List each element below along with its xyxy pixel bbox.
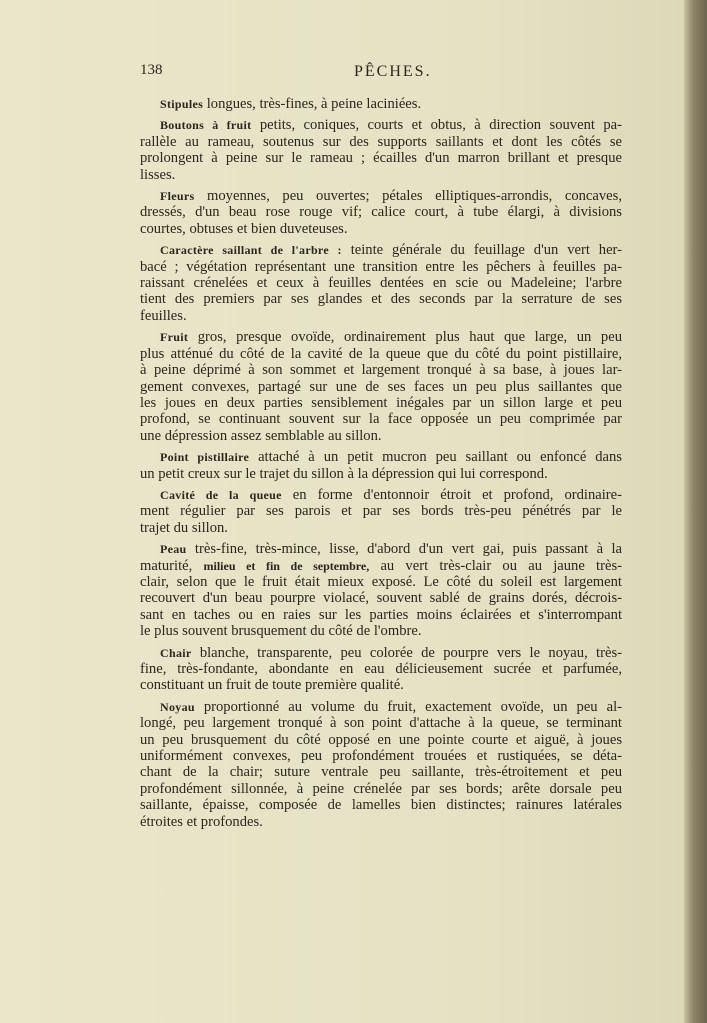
text-line [140, 623, 622, 639]
line-text: prolongent à peine sur le rameau ; écailles d'un marron brillant et presque [140, 150, 622, 167]
line-text: dressés, d'un beau rose rouge vif; calice court, à tube élargi, à divisions [140, 204, 622, 221]
paragraph-lead: Point pistillaire [160, 450, 250, 465]
text-line [140, 96, 622, 112]
text-line [140, 764, 622, 780]
paragraph-lead: Cavité de la queue [160, 487, 282, 502]
text-line [140, 466, 622, 482]
text-line [140, 395, 622, 411]
paragraph-lead: Stipules [160, 97, 204, 111]
paragraph [140, 329, 622, 444]
text-line [140, 346, 622, 362]
text-line [140, 541, 622, 557]
text-line [140, 715, 622, 731]
page-number: 138 [140, 62, 163, 78]
emphasis-text: milieu et fin de septembre, [203, 558, 370, 573]
line-text: les joues en deux parties sensiblement inégales par un sillon large et peu [140, 394, 622, 411]
text-line [140, 814, 622, 830]
line-text: longé, peu largement tronqué à son point d'attache à la queue, se terminant [140, 715, 622, 732]
text-line [140, 503, 622, 519]
line-text: sant en taches ou en raies sur les parties moins éclairées et s'interrompant [140, 606, 622, 623]
line-text: trajet du sillon. [140, 519, 228, 536]
text-line [140, 242, 622, 258]
line-text: un peu brusquement du côté opposé en une pointe courte et aiguë, à joues [140, 731, 622, 748]
line-text: ment régulier par ses parois et par ses bords très-peu pénétrés par le [140, 503, 622, 520]
line-text: fine, très-fondante, abondante en eau délicieusement sucrée et parfumée, [140, 661, 622, 677]
paragraph [140, 541, 622, 639]
text-line [140, 487, 622, 503]
text-line [140, 699, 622, 715]
text-line [140, 411, 622, 427]
line-text: attaché à un petit mucron peu saillant ou enfoncé dans [258, 449, 622, 466]
paragraph [140, 645, 622, 694]
text-line [140, 797, 622, 813]
text-line [140, 275, 622, 291]
line-text: rallèle au rameau, soutenus sur des supports saillants et dont les côtés se [140, 133, 622, 150]
text-line [140, 362, 622, 378]
line-text: gement convexes, partagé sur une de ses faces un peu plus saillantes que [140, 378, 622, 395]
line-text: longues, très-fines, à peine laciniées. [206, 96, 422, 112]
line-text: petits, coniques, courts et obtus, à direction souvent pa- [259, 117, 622, 134]
line-text: saillante, épaisse, composée de lamelles bien distinctes; rainures latérales [140, 797, 622, 814]
text-line [140, 204, 622, 220]
line-text: un petit creux sur le trajet du sillon à la dépression qui lui correspond. [140, 465, 548, 482]
paragraph-lead: Chair [160, 645, 192, 660]
paragraph [140, 699, 622, 830]
line-text: à peine déprimé à son sommet et largement tronqué à sa base, à joues lar- [140, 362, 622, 379]
text-line [140, 134, 622, 150]
paragraph [140, 242, 622, 324]
text-line [140, 329, 622, 345]
text-line [140, 748, 622, 764]
text-line [140, 645, 622, 661]
line-text: teinte générale du feuillage d'un vert her- [350, 242, 622, 259]
line-text: proportionné au volume du fruit, exactement ovoïde, un peu al- [203, 698, 622, 715]
line-text: chant de la chair; suture ventrale peu saillante, très-étroitement et peu [140, 764, 622, 781]
page-binding-edge [684, 0, 707, 1023]
line-text: clair, selon que le fruit était mieux exposé. Le côté du soleil est largement [140, 573, 622, 590]
line-text: le plus souvent brusquement du côté de l'ombre. [140, 623, 422, 640]
line-text: plus atténué du côté de la cavité de la queue que du côté du point pistillaire, [140, 345, 622, 362]
text-line [140, 308, 622, 324]
line-text: courtes, obtuses et bien duveteuses. [140, 220, 348, 237]
line-text: blanche, transparente, peu colorée de pourpre vers le noyau, très- [199, 644, 622, 661]
line-text: très-fine, très-mince, lisse, d'abord d'un vert gai, puis passant à la [194, 541, 622, 558]
paragraph-lead: Noyau [160, 699, 195, 714]
line-text: étroites et profondes. [140, 813, 263, 830]
text-line [140, 781, 622, 797]
text-line [140, 117, 622, 133]
line-text: uniformément convexes, peu profondément trouées et rustiquées, se déta- [140, 748, 622, 765]
text-line [140, 558, 622, 574]
running-title: PÊCHES. [354, 63, 432, 80]
text-line [140, 590, 622, 606]
line-text: moyennes, peu ouvertes; pétales elliptiques-arrondis, concaves, [207, 188, 622, 205]
line-text: recouvert d'un beau pourpre violacé, souvent sablé de grains dorés, décrois- [140, 590, 622, 607]
line-text: profondément sillonnée, à peine crénelée par ses bords; arête dorsale peu [140, 780, 622, 797]
line-text: gros, presque ovoïde, ordinairement plus haut que large, un peu [197, 329, 622, 346]
line-text: bacé ; végétation représentant une transition entre les pêchers à feuilles pa- [140, 258, 622, 275]
paragraph-lead: Caractère saillant de l'arbre : [160, 243, 342, 258]
paragraph [140, 487, 622, 536]
paragraph [140, 188, 622, 237]
line-text: profond, se continuant souvent sur la face opposée un peu comprimée par [140, 411, 622, 428]
text-line [140, 221, 622, 237]
line-text: lisses. [140, 166, 176, 183]
line-text: tient des premiers par ses glandes et des seconds par la serrature de ses [140, 291, 622, 308]
text-line [140, 732, 622, 748]
text-line [140, 607, 622, 623]
text-line [140, 661, 622, 677]
line-text: au vert très-clair ou au jaune très- [369, 557, 622, 574]
line-text: constituant un fruit de toute première qualité. [140, 677, 404, 694]
line-text: feuilles. [140, 307, 187, 324]
paragraph-lead: Peau [160, 542, 187, 557]
line-text: maturité, [140, 557, 204, 574]
paragraph [140, 96, 622, 112]
text-line [140, 259, 622, 275]
line-text: en forme d'entonnoir étroit et profond, ordinaire- [292, 486, 622, 503]
text-line [140, 574, 622, 590]
text-line [140, 520, 622, 536]
line-text: une dépression assez semblable au sillon. [140, 427, 382, 444]
paragraph-lead: Boutons à fruit [160, 118, 252, 133]
paragraph-lead: Fruit [160, 330, 189, 345]
text-line [140, 167, 622, 183]
text-line [140, 188, 622, 204]
text-line [140, 379, 622, 395]
paragraph [140, 117, 622, 183]
text-line [140, 291, 622, 307]
text-line [140, 449, 622, 465]
text-line [140, 677, 622, 693]
body-text [140, 96, 622, 835]
text-line [140, 150, 622, 166]
paragraph-lead: Fleurs [160, 189, 195, 204]
paragraph [140, 449, 622, 482]
line-text: raissant crénelées et ceux à feuilles dentées en scie ou Madeleine; l'arbre [140, 275, 622, 292]
text-line [140, 428, 622, 444]
